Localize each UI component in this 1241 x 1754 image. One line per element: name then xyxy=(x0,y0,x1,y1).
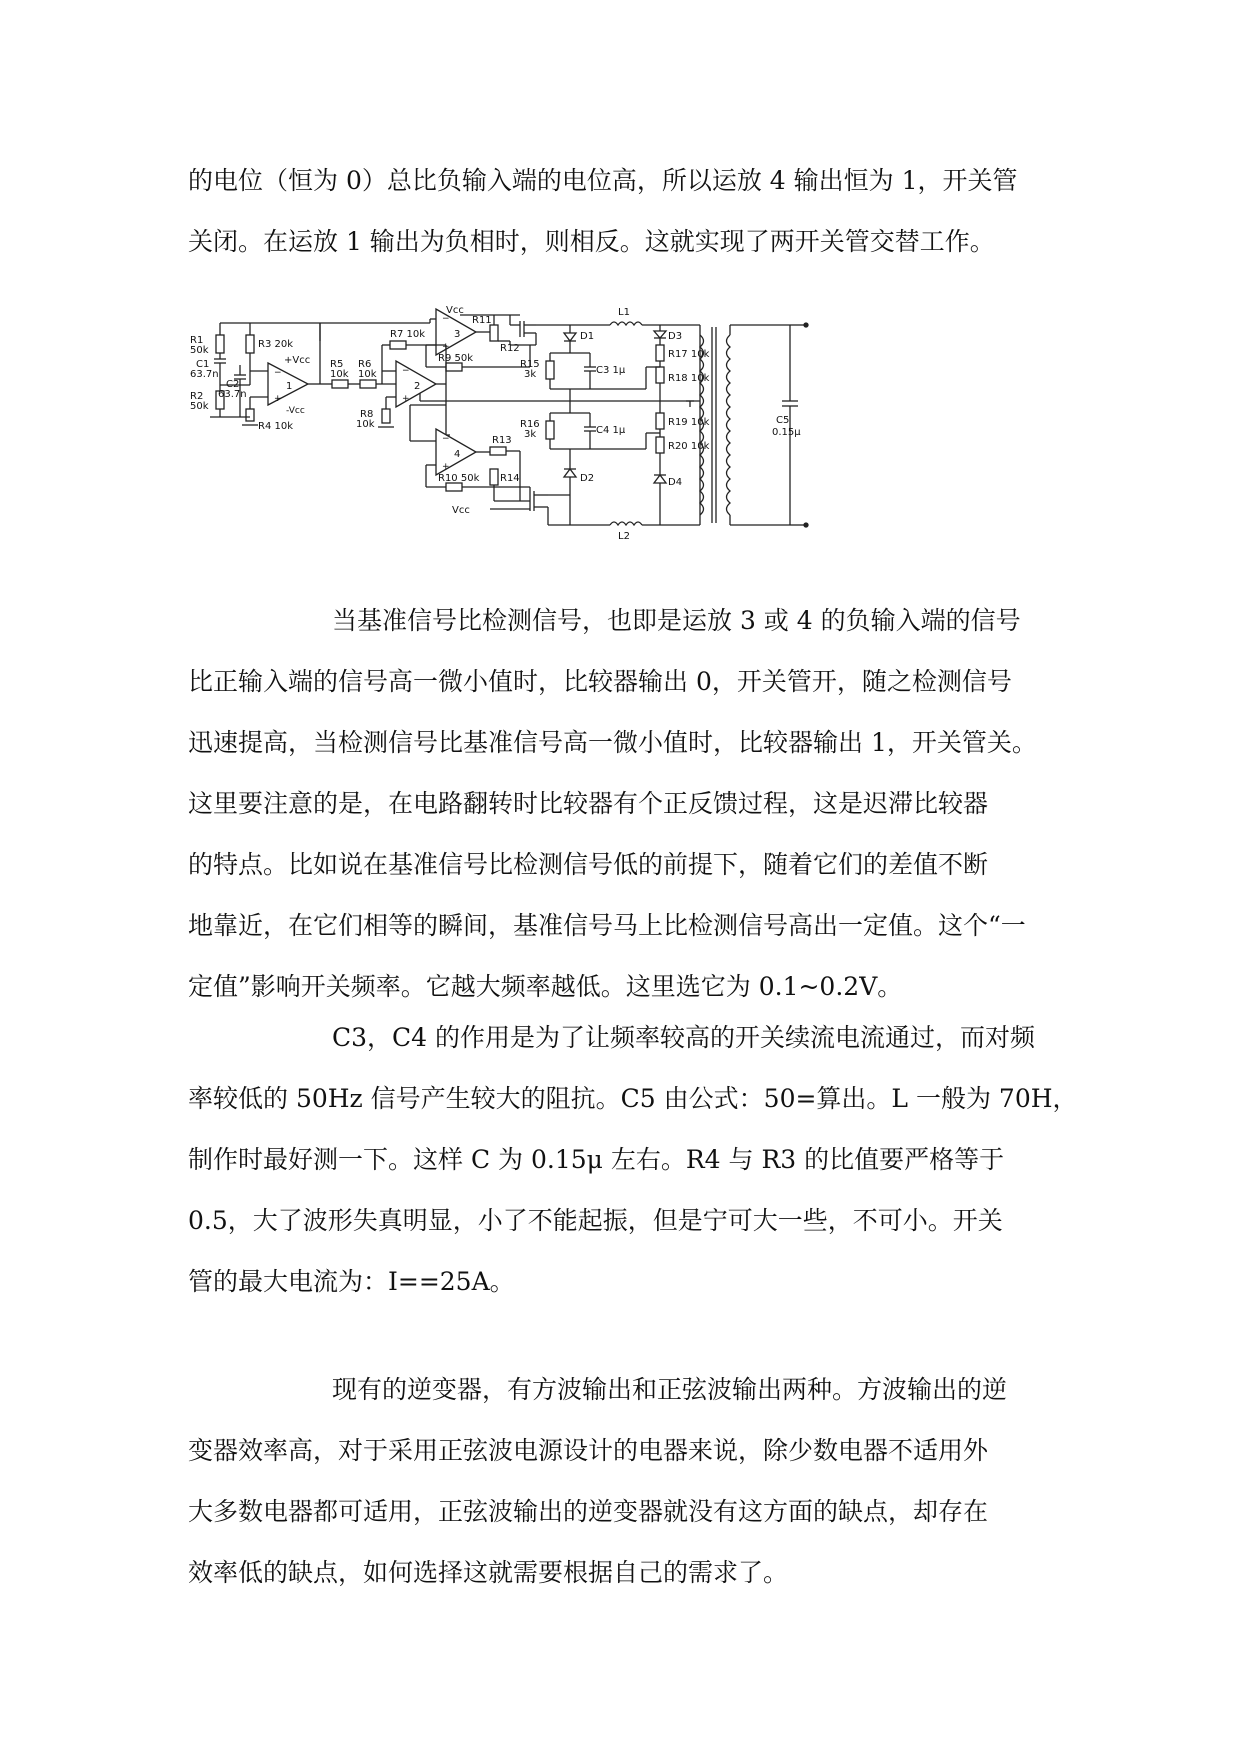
label-c4: C4 1μ xyxy=(596,425,626,436)
label-op3: 3 xyxy=(454,329,461,340)
text-line: 这里要注意的是，在电路翻转时比较器有个正反馈过程，这是迟滞比较器 xyxy=(188,789,989,818)
label-r1-value: 50k xyxy=(190,345,209,356)
text-line: 的特点。比如说在基准信号比检测信号低的前提下，随着它们的差值不断 xyxy=(188,850,989,879)
label-r7: R7 10k xyxy=(390,329,426,340)
label-r12: R12 xyxy=(500,343,520,354)
label-r14: R14 xyxy=(500,473,520,484)
label-vcc-bottom: Vcc xyxy=(452,505,470,516)
label-r5-value: 10k xyxy=(330,369,349,380)
text-line: 制作时最好测一下。这样 C 为 0.15μ 左右。R4 与 R3 的比值要严格等于 xyxy=(188,1145,1005,1174)
label-c3: C3 1μ xyxy=(596,365,626,376)
text-line: 0.5，大了波形失真明显，小了不能起振，但是宁可大一些，不可小。开关 xyxy=(188,1206,1003,1235)
label-c2: C2 xyxy=(226,379,240,390)
label-r15: R15 xyxy=(520,359,540,370)
op2-minus: − xyxy=(402,366,410,376)
label-r10: R10 50k xyxy=(438,473,480,484)
label-minus-vcc: -Vcc xyxy=(286,406,305,416)
label-r16: R16 xyxy=(520,419,540,430)
label-c5: C5 xyxy=(776,415,790,426)
label-c5-value: 0.15μ xyxy=(772,427,801,438)
text-line: 关闭。在运放 1 输出为负相时，则相反。这就实现了两开关管交替工作。 xyxy=(188,227,995,256)
label-plus-vcc: +Vcc xyxy=(284,355,311,366)
op3-minus: − xyxy=(442,314,450,324)
text-line: 迅速提高，当检测信号比基准信号高一微小值时，比较器输出 1，开关管关。 xyxy=(188,728,1037,757)
text-line: 定值”影响开关频率。它越大频率越低。这里选它为 0.1~0.2V。 xyxy=(188,972,903,1001)
label-c2-value: 63.7n xyxy=(218,389,247,400)
label-r8-value: 10k xyxy=(356,419,375,430)
label-c1: C1 xyxy=(196,359,210,370)
label-c1-value: 63.7n xyxy=(190,369,219,380)
label-d1: D1 xyxy=(580,331,595,342)
paragraph-1 xyxy=(188,150,1068,272)
label-r11: R11 xyxy=(472,315,492,326)
label-l2: L2 xyxy=(618,531,630,542)
op4-plus: + xyxy=(442,462,450,472)
op1-minus: − xyxy=(274,368,282,378)
label-r13: R13 xyxy=(492,435,512,446)
paragraph-2 xyxy=(188,590,1068,1017)
label-r2: R2 xyxy=(190,391,204,402)
label-r4: R4 10k xyxy=(258,421,294,432)
label-op2: 2 xyxy=(414,381,421,392)
label-op1: 1 xyxy=(286,381,293,392)
label-r5: R5 xyxy=(330,359,344,370)
text-line: 变器效率高，对于采用正弦波电源设计的电器来说，除少数电器不适用外 xyxy=(188,1436,989,1465)
label-vcc-top: Vcc xyxy=(446,305,464,316)
label-r20: R20 10k xyxy=(668,441,710,452)
text-line: 的电位（恒为 0）总比负输入端的电位高，所以运放 4 输出恒为 1，开关管 xyxy=(188,166,1018,195)
text-line: 大多数电器都可适用，正弦波输出的逆变器就没有这方面的缺点，却存在 xyxy=(188,1497,989,1526)
label-r19: R19 10k xyxy=(668,417,710,428)
text-line: C3，C4 的作用是为了让频率较高的开关续流电流通过，而对频 xyxy=(332,1023,1036,1052)
label-r9: R9 50k xyxy=(438,353,474,364)
label-r8: R8 xyxy=(360,409,374,420)
label-r18: R18 10k xyxy=(668,373,710,384)
text-line: 率较低的 50Hz 信号产生较大的阻抗。C5 由公式：50=算出。L 一般为 70H， xyxy=(188,1084,1078,1113)
circuit-diagram xyxy=(190,305,890,555)
text-line: 地靠近，在它们相等的瞬间，基准信号马上比检测信号高出一定值。这个“一 xyxy=(188,911,1026,940)
op3-plus: + xyxy=(442,342,450,352)
label-op4: 4 xyxy=(454,449,461,460)
text-line: 效率低的缺点，如何选择这就需要根据自己的需求了。 xyxy=(188,1558,789,1587)
label-l1: L1 xyxy=(618,307,630,318)
label-r6-value: 10k xyxy=(358,369,377,380)
label-r17: R17 10k xyxy=(668,349,710,360)
op1-plus: + xyxy=(274,394,282,404)
op4-minus: − xyxy=(442,434,450,444)
paragraph-4 xyxy=(188,1359,1068,1603)
label-r15-value: 3k xyxy=(524,369,537,380)
label-r1: R1 xyxy=(190,335,204,346)
text-line: 当基准信号比检测信号，也即是运放 3 或 4 的负输入端的信号 xyxy=(332,606,1021,635)
label-r2-value: 50k xyxy=(190,401,209,412)
label-d3: D3 xyxy=(668,331,683,342)
label-r6: R6 xyxy=(358,359,372,370)
op2-plus: + xyxy=(402,394,410,404)
label-r3: R3 20k xyxy=(258,339,294,350)
label-r16-value: 3k xyxy=(524,429,537,440)
paragraph-3 xyxy=(188,1007,1078,1312)
label-d2: D2 xyxy=(580,473,595,484)
text-line: 比正输入端的信号高一微小值时，比较器输出 0，开关管开，随之检测信号 xyxy=(188,667,1012,696)
text-line: 管的最大电流为：I==25A。 xyxy=(188,1267,515,1296)
label-d4: D4 xyxy=(668,477,683,488)
text-line: 现有的逆变器，有方波输出和正弦波输出两种。方波输出的逆 xyxy=(332,1375,1008,1404)
